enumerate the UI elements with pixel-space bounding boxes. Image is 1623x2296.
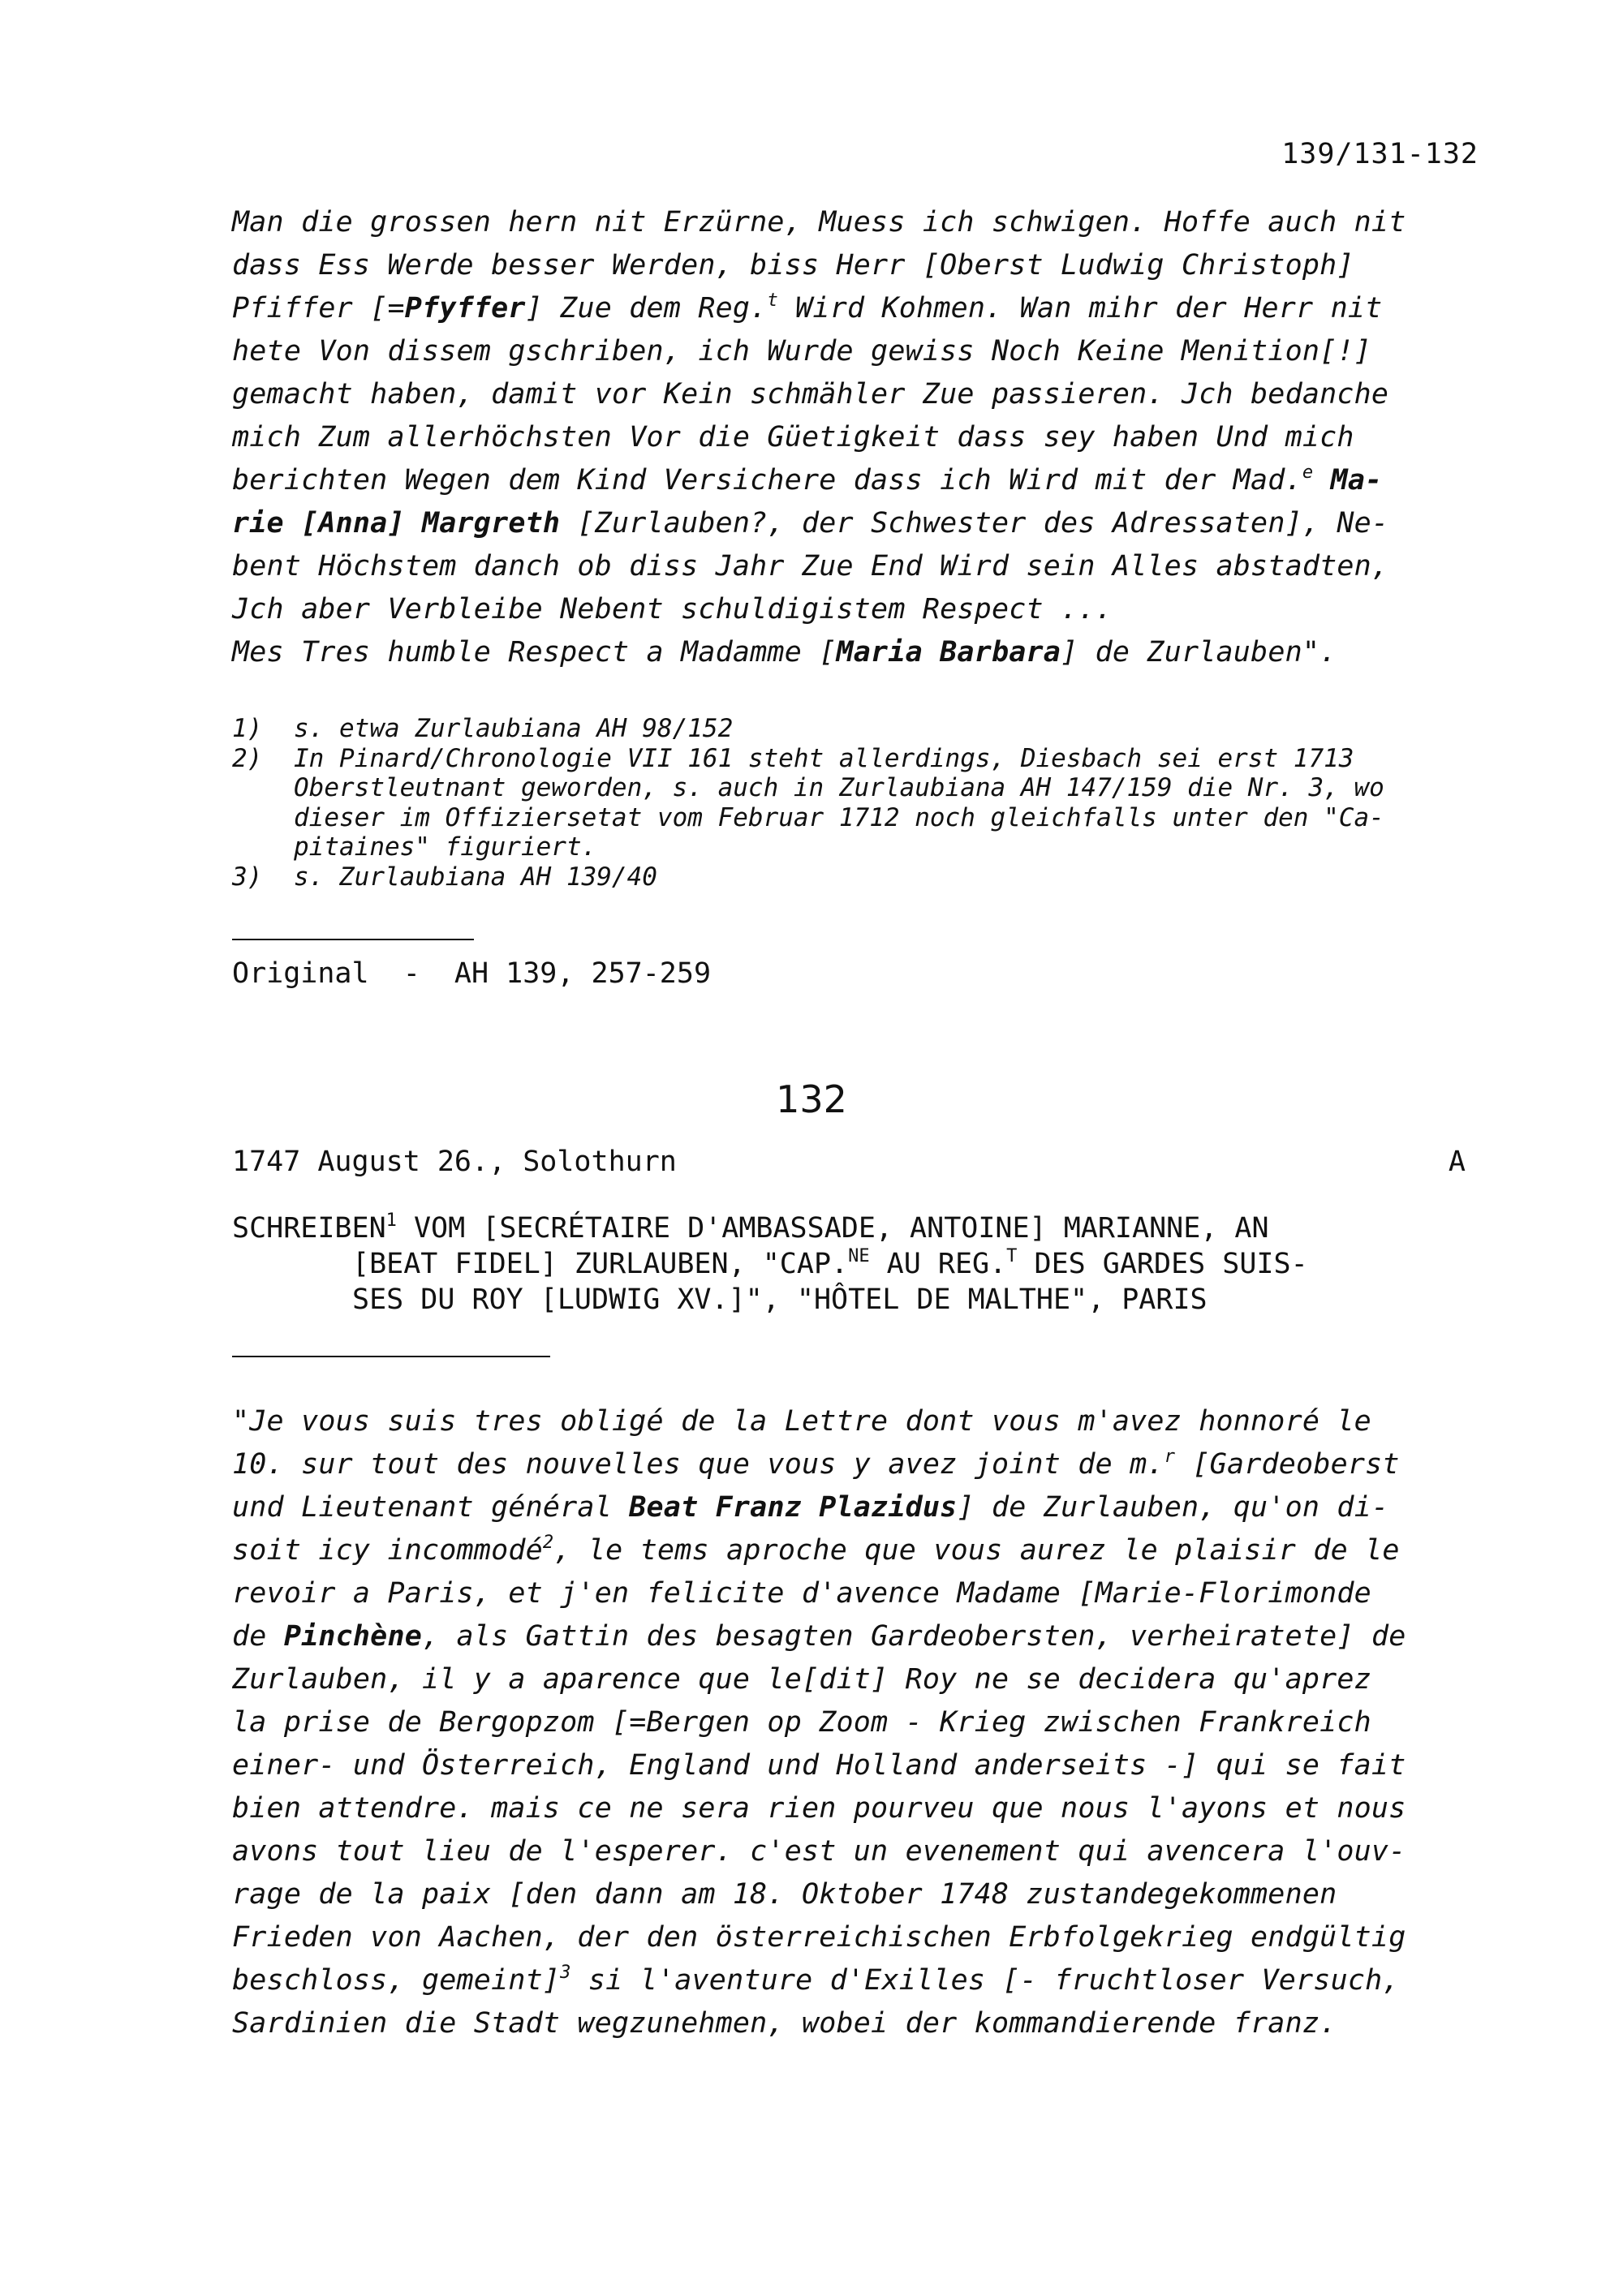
bold-name: rie [Anna] Margreth [232, 507, 561, 540]
footnote-line [232, 832, 1482, 862]
text-line [232, 1615, 1482, 1658]
text-line [232, 1916, 1482, 1959]
footnote-text: dieser im Offiziersetat vom Februar 1712 noch gleichfalls unter den "Ca- [294, 802, 1384, 832]
text-segment [1313, 464, 1330, 497]
text-line [232, 545, 1482, 588]
text-line [232, 1744, 1482, 1787]
text-line [232, 201, 1482, 244]
text-line [232, 416, 1482, 459]
footnote-text: s. etwa Zurlaubiana AH 98/152 [294, 714, 734, 743]
superscript: e [1302, 462, 1314, 483]
document-number: 132 [776, 1077, 847, 1121]
text-segment: ] de Zurlauben, qu'on di- [957, 1491, 1389, 1524]
text-line [232, 1400, 1482, 1443]
text-segment: [Gardeoberst [1175, 1448, 1400, 1481]
text-segment: Sardinien die Stadt wegzunehmen, wobei der kommandierende franz. [232, 2007, 1337, 2040]
text-segment: [BEAT FIDEL] ZURLAUBEN, "CAP. [352, 1248, 849, 1280]
text-segment: hete Von dissem gschriben, ich Wurde gewiss Noch Keine Menition[!] [232, 335, 1371, 368]
text-segment: SES DU ROY [LUDWIG XV.]", "HÔTEL DE MALTHE", PARIS [352, 1283, 1208, 1316]
text-segment: und Lieutenant général [232, 1491, 630, 1524]
footnote-text: Oberstleutnant geworden, s. auch in Zurlaubiana AH 147/159 die Nr. 3, wo [294, 773, 1384, 802]
text-line [232, 287, 1482, 330]
bold-name: Pinchène [283, 1620, 423, 1653]
text-line [232, 1959, 1482, 2002]
superscript: 2 [542, 1533, 554, 1553]
document-type: A [1448, 1146, 1466, 1178]
text-line [232, 1873, 1482, 1916]
text-segment: gemacht haben, damit vor Kein schmähler Zue passieren. Jch bedanche [232, 378, 1389, 411]
bold-name: Beat Franz Plazidus [629, 1491, 958, 1524]
text-segment: 10. sur tout des nouvelles que vous y avez joint de m. [232, 1448, 1165, 1481]
text-segment: Pfiffer [= [232, 292, 405, 325]
text-segment: VOM [SECRÉTAIRE D'AMBASSADE, ANTOINE] MARIANNE, AN [396, 1212, 1269, 1245]
text-line [232, 631, 1482, 674]
text-segment: bien attendre. mais ce ne sera rien pourveu que nous l'ayons et nous [232, 1792, 1406, 1825]
letter-body [232, 1400, 1482, 2045]
text-line [232, 1529, 1482, 1572]
text-line [232, 1701, 1482, 1744]
text-line [232, 1658, 1482, 1701]
text-line [232, 1830, 1482, 1873]
date-place: 1747 August 26., Solothurn [232, 1146, 677, 1178]
text-segment: Frieden von Aachen, der den österreichischen Erbfolgekrieg endgültig [232, 1921, 1406, 1954]
text-line [232, 1246, 1482, 1282]
footnote-number: 3) [232, 862, 263, 892]
footnote-number: 1) [232, 714, 263, 743]
footnote-number: 2) [232, 743, 263, 773]
text-line [232, 1210, 1482, 1246]
document-heading [232, 1210, 1482, 1318]
bold-name: Ma- [1330, 464, 1383, 497]
text-segment: Mes Tres humble Respect a Madamme [ [232, 636, 837, 669]
superscript: 3 [560, 1963, 571, 1983]
text-segment: revoir a Paris, et j'en felicite d'avence Madame [Marie-Florimonde [232, 1577, 1371, 1610]
bold-name: Pfyffer [404, 292, 526, 325]
text-line [232, 588, 1482, 631]
footnotes [232, 714, 1482, 892]
date-place-row [232, 1146, 1466, 1178]
text-segment: dass Ess Werde besser Werden, biss Herr [Oberst Ludwig Christoph] [232, 249, 1354, 282]
text-segment: Jch aber Verbleibe Nebent schuldigistem Respect ... [232, 593, 1113, 626]
original-note: Original - AH 139, 257-259 [232, 957, 712, 990]
text-line [232, 1282, 1482, 1318]
text-segment: Zurlauben, il y a aparence que le[dit] Roy ne se decidera qu'aprez [232, 1663, 1371, 1696]
text-segment: , als Gattin des besagten Gardeobersten, verheiratete] de [422, 1620, 1406, 1653]
bold-name: Maria Barbara [836, 636, 1061, 669]
superscript: T [1006, 1246, 1018, 1266]
heading-separator [232, 1356, 550, 1357]
text-segment: avons tout lieu de l'esperer. c'est un evenement qui avencera l'ouv- [232, 1835, 1406, 1868]
text-segment: "Je vous suis tres obligé de la Lettre dont vous m'avez honnoré le [232, 1405, 1371, 1438]
text-segment: si l'aventure d'Exilles [- fruchtloser Versuch, [570, 1964, 1400, 1997]
text-segment: berichten Wegen dem Kind Versichere dass ich Wird mit der Mad. [232, 464, 1302, 497]
text-line [232, 1787, 1482, 1830]
footnote-line [232, 862, 1482, 892]
text-line [232, 1443, 1482, 1486]
text-segment: Man die grossen hern nit Erzürne, Muess ich schwigen. Hoffe auch nit [232, 206, 1406, 239]
footnote-line [232, 744, 1482, 774]
text-line [232, 1486, 1482, 1529]
text-line [232, 1572, 1482, 1615]
text-segment: ] de Zurlauben". [1061, 636, 1337, 669]
superscript: NE [848, 1246, 870, 1266]
text-segment: einer- und Österreich, England und Holland anderseits -] qui se fait [232, 1749, 1406, 1782]
text-segment: de [232, 1620, 284, 1653]
footnote-line [232, 773, 1482, 803]
text-segment: SCHREIBEN [232, 1212, 386, 1245]
text-segment: rage de la paix [den dann am 18. Oktober 1748 zustandegekommenen [232, 1878, 1337, 1911]
footnote-text: pitaines" figuriert. [294, 832, 597, 862]
superscript: 1 [385, 1210, 397, 1231]
footnote-line [232, 714, 1482, 744]
text-segment: beschloss, gemeint] [232, 1964, 561, 1997]
page-number: 139/131-132 [1281, 138, 1479, 170]
footnote-line [232, 803, 1482, 833]
text-segment: DES GARDES SUIS- [1017, 1248, 1308, 1280]
text-line [232, 330, 1482, 373]
footnote-text: s. Zurlaubiana AH 139/40 [294, 862, 657, 892]
letter-continuation [232, 201, 1482, 674]
text-segment: bent Höchstem danch ob diss Jahr Zue End Wird sein Alles abstadten, [232, 550, 1389, 583]
text-segment: ] Zue dem Reg. [525, 292, 768, 325]
text-segment: [Zurlauben?, der Schwester des Adressaten], Ne- [560, 507, 1389, 540]
text-line [232, 2002, 1482, 2045]
superscript: r [1164, 1447, 1176, 1467]
text-segment: AU REG. [869, 1248, 1007, 1280]
text-segment: mich Zum allerhöchsten Vor die Güetigkeit dass sey haben Und mich [232, 421, 1354, 454]
text-segment: la prise de Bergopzom [=Bergen op Zoom - Krieg zwischen Frankreich [232, 1706, 1371, 1739]
text-segment: Wird Kohmen. Wan mihr der Herr nit [777, 292, 1383, 325]
text-line [232, 373, 1482, 416]
text-line [232, 244, 1482, 287]
text-line [232, 502, 1482, 545]
text-segment: soit icy incommodé [232, 1534, 543, 1567]
superscript: t [767, 290, 778, 311]
footnote-text: In Pinard/Chronologie VII 161 steht allerdings, Diesbach sei erst 1713 [294, 743, 1354, 773]
text-line [232, 459, 1482, 502]
footnote-separator [232, 939, 474, 940]
text-segment: , le tems aproche que vous aurez le plaisir de le [553, 1534, 1400, 1567]
